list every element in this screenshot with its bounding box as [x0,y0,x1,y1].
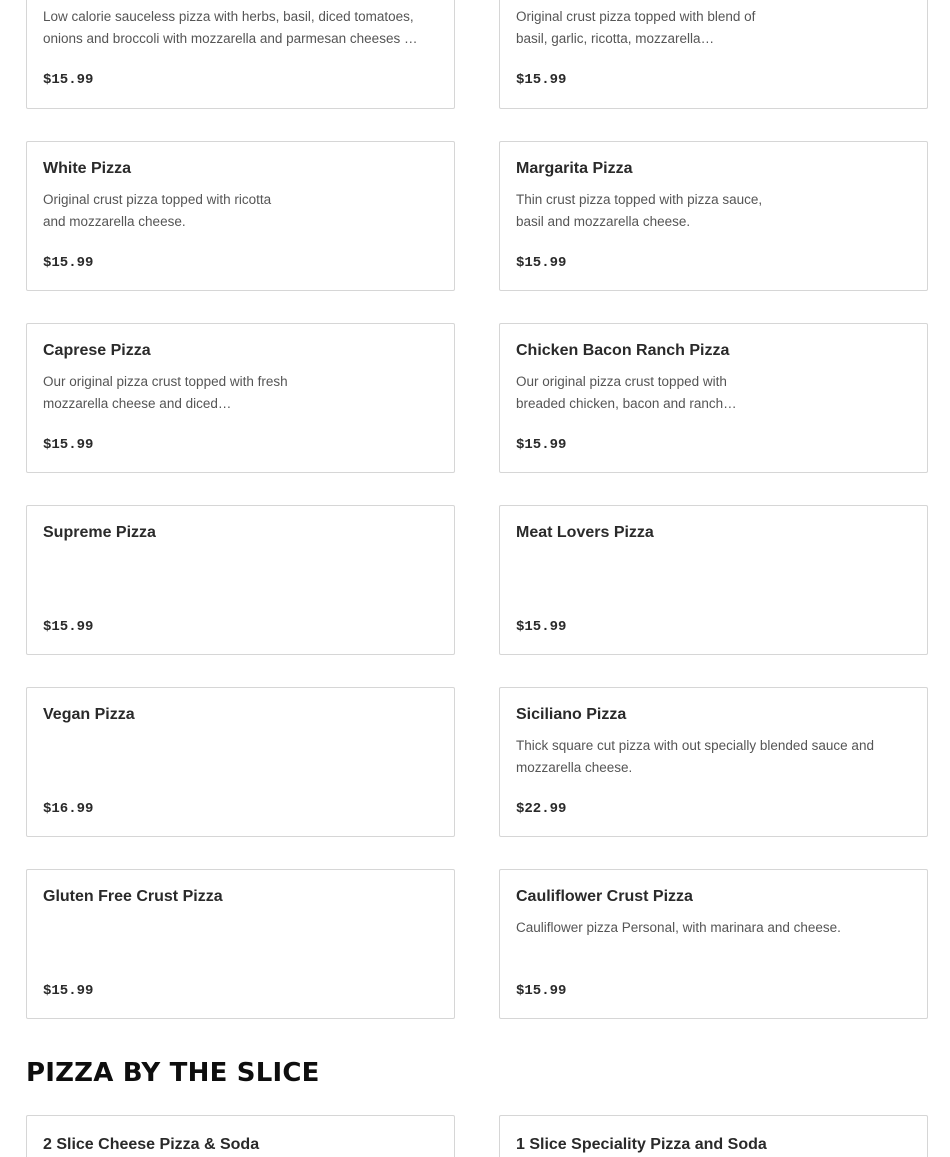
menu-item-price: $16.99 [43,801,94,817]
menu-item-description: Cauliflower pizza Personal, with marinara and cheese. [516,920,841,935]
menu-item-description: Original crust pizza topped with ricotta and mozzarella cheese. [43,192,272,229]
menu-item-card[interactable] [26,687,455,837]
menu-item-name: Supreme Pizza [43,524,156,541]
menu-item-price: $15.99 [516,619,567,635]
menu-item-description: Original crust pizza topped with blend of basil, garlic, ricotta, mozzarella… [516,9,756,46]
menu-item-name: Caprese Pizza [43,342,151,359]
menu-item-card[interactable] [26,869,455,1019]
menu-item-card[interactable] [499,505,928,655]
menu-item-price: $15.99 [516,983,567,999]
menu-item-card[interactable] [26,0,455,109]
menu-item-price: $15.99 [516,255,567,271]
menu-item-card[interactable] [499,141,928,291]
menu-item-price: $15.99 [516,437,567,453]
menu-item-price: $15.99 [516,72,567,88]
menu-item-description: Thin crust pizza topped with pizza sauce, basil and mozzarella cheese. [516,192,763,229]
menu-item-description: Thick square cut pizza with out specially blended sauce and mozzarella cheese. [516,738,874,775]
menu-item-name: Gluten Free Crust Pizza [43,888,223,905]
menu-item-price: $15.99 [43,255,94,271]
menu-item-name: White Pizza [43,160,132,177]
menu-item-name: 2 Slice Cheese Pizza & Soda [43,1136,260,1153]
menu-item-card[interactable] [499,1115,928,1157]
menu-item-name: Chicken Bacon Ranch Pizza [516,342,730,359]
menu-item-description: Our original pizza crust topped with fresh mozzarella cheese and diced… [43,374,288,411]
menu-item-description: Low calorie sauceless pizza with herbs, basil, diced tomatoes, onions and broccoli with mozzarella and parmesan cheeses … [43,9,418,46]
menu-item-card[interactable] [26,323,455,473]
menu-item-card[interactable] [499,687,928,837]
menu-item-name: Margarita Pizza [516,160,633,177]
menu-item-name: Siciliano Pizza [516,706,627,723]
menu-item-name: Meat Lovers Pizza [516,524,654,541]
menu-item-price: $15.99 [43,437,94,453]
menu-item-card[interactable] [26,141,455,291]
menu-item-name: Vegan Pizza [43,706,135,723]
menu-item-card[interactable] [499,323,928,473]
menu-item-description: Our original pizza crust topped with breaded chicken, bacon and ranch… [516,374,737,411]
menu-item-card[interactable] [26,1115,455,1157]
menu-item-card[interactable] [26,505,455,655]
section-title-pizza-by-the-slice: PIZZA BY THE SLICE [26,1058,320,1088]
menu-item-price: $22.99 [516,801,567,817]
menu-item-name: Cauliflower Crust Pizza [516,888,693,905]
menu-item-price: $15.99 [43,72,94,88]
menu-item-price: $15.99 [43,983,94,999]
menu-item-card[interactable] [499,869,928,1019]
menu-item-name: 1 Slice Speciality Pizza and Soda [516,1136,767,1153]
menu-item-card[interactable] [499,0,928,109]
menu-item-price: $15.99 [43,619,94,635]
